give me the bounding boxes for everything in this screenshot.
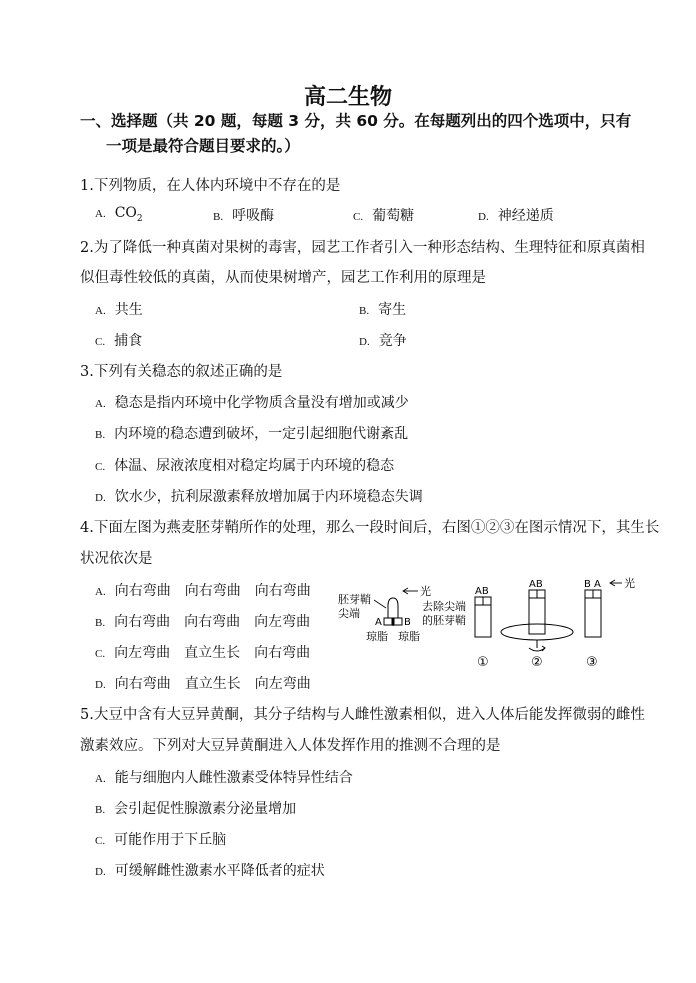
option-label: C. xyxy=(95,835,106,847)
q5-option-a xyxy=(95,767,353,787)
tube-2-coleoptile xyxy=(529,598,545,634)
q3-option-c xyxy=(95,455,394,475)
option-text: 可缓解雌性激素水平降低者的症状 xyxy=(114,863,325,879)
option-text: 寄生 xyxy=(378,302,407,318)
option-label: C. xyxy=(353,211,364,223)
tube-3-label: B A xyxy=(584,579,601,590)
option-label: B. xyxy=(359,305,370,317)
q1-option-d xyxy=(478,205,554,225)
tube-1-label: AB xyxy=(475,586,489,597)
option-text: 捕食 xyxy=(114,333,143,349)
question-1-stem: 1.下列物质，在人体内环境中不存在的是 xyxy=(80,178,341,194)
q1-option-b xyxy=(213,205,274,225)
option-label: B. xyxy=(95,429,106,441)
question-4-stem-line-1: 4.下面左图为燕麦胚芽鞘所作的处理，那么一段时间后，右图①②③在图示情况下，其生长 xyxy=(80,520,660,536)
option-label: A. xyxy=(95,398,106,410)
label-block-b: B xyxy=(404,617,411,628)
label-block-a: A xyxy=(375,617,382,628)
option-text: 向右弯曲 直立生长 向左弯曲 xyxy=(114,676,311,692)
q1-option-a xyxy=(95,205,143,224)
tube-3-coleoptile xyxy=(585,598,601,637)
option-label: C. xyxy=(95,648,106,660)
label-tip: 尖端 xyxy=(338,607,360,620)
option-label: C. xyxy=(95,461,106,473)
coleoptile-tip-shape xyxy=(388,598,398,618)
tube-1-coleoptile xyxy=(475,605,491,637)
option-text: 稳态是指内环境中化学物质含量没有增加或减少 xyxy=(114,395,409,411)
coleoptile-experiment-figure xyxy=(330,570,650,675)
question-5-stem-line-2: 激素效应。下列对大豆异黄酮进入人体发挥作用的推测不合理的是 xyxy=(80,738,501,754)
page-title: 高二生物 xyxy=(303,85,392,110)
option-text: 向左弯曲 直立生长 向右弯曲 xyxy=(114,645,311,661)
label-removed-tip-2: 的胚芽鞘 xyxy=(422,614,466,627)
q5-option-c xyxy=(95,829,226,849)
tube-2-number: ② xyxy=(531,655,543,670)
option-label: D. xyxy=(95,866,106,878)
agar-block-b xyxy=(394,618,402,625)
q4-option-d xyxy=(95,673,311,693)
option-text: 竞争 xyxy=(378,333,407,349)
q5-option-d xyxy=(95,860,325,880)
question-2-stem-line-2: 似但毒性较低的真菌，从而使果树增产，园艺工作利用的原理是 xyxy=(80,270,486,286)
option-label: B. xyxy=(95,617,106,629)
q3-option-a xyxy=(95,392,409,412)
question-3-stem: 3.下列有关稳态的叙述正确的是 xyxy=(80,364,283,380)
q4-option-b xyxy=(95,611,310,631)
option-text: 神经递质 xyxy=(497,208,554,224)
q4-option-a xyxy=(95,580,311,600)
tube-3-number: ③ xyxy=(586,655,598,670)
option-text: 可能作用于下丘脑 xyxy=(114,832,227,848)
tube-2-label: AB xyxy=(529,579,543,590)
leader-line xyxy=(374,600,386,608)
option-text: 会引起促性腺激素分泌量增加 xyxy=(114,801,297,817)
label-coleoptile: 胚芽鞘 xyxy=(338,593,371,606)
option-label: A. xyxy=(95,305,106,317)
option-text: 呼吸酶 xyxy=(232,208,275,224)
section-heading-line-2: 一项是最符合题目要求的。） xyxy=(106,137,300,155)
option-text: 饮水少，抗利尿激素释放增加属于内环境稳态失调 xyxy=(114,489,423,505)
option-label: D. xyxy=(359,336,370,348)
option-label: D. xyxy=(95,679,106,691)
option-label: A. xyxy=(95,773,106,785)
option-text: CO xyxy=(114,205,137,221)
option-label: A. xyxy=(95,208,106,220)
question-5-stem-line-1: 5.大豆中含有大豆异黄酮，其分子结构与人雌性激素相似，进入人体后能发挥微弱的雌性 xyxy=(80,707,645,723)
agar-block-a xyxy=(384,618,392,625)
option-label: D. xyxy=(478,211,489,223)
label-removed-tip-1: 去除尖端 xyxy=(422,600,466,613)
q3-option-b xyxy=(95,423,408,443)
question-2-stem-line-1: 2.为了降低一种真菌对果树的毒害，园艺工作者引入一种形态结构、生理特征和原真菌相 xyxy=(80,240,645,256)
q2-option-d xyxy=(359,330,407,350)
section-heading-line-1: 一、选择题（共 20 题，每题 3 分，共 60 分。在每题列出的四个选项中，只有 xyxy=(80,112,632,130)
label-agar-right: 琼脂 xyxy=(398,630,420,643)
option-text: 共生 xyxy=(114,302,143,318)
option-label: B. xyxy=(95,804,106,816)
option-text: 向右弯曲 向右弯曲 向左弯曲 xyxy=(114,614,311,630)
label-light-right: 光 xyxy=(624,577,635,590)
option-subscript: 2 xyxy=(136,213,143,224)
q1-option-c xyxy=(353,205,414,225)
q4-option-c xyxy=(95,642,310,662)
option-text: 体温、尿液浓度相对稳定均属于内环境的稳态 xyxy=(114,458,395,474)
option-label: A. xyxy=(95,586,106,598)
question-4-stem-line-2: 状况依次是 xyxy=(80,551,153,567)
tube-1-number: ① xyxy=(477,655,489,670)
label-light-left: 光 xyxy=(420,585,431,598)
option-text: 内环境的稳态遭到破坏，一定引起细胞代谢紊乱 xyxy=(114,426,409,442)
option-label: D. xyxy=(95,492,106,504)
option-text: 能与细胞内人雌性激素受体特异性结合 xyxy=(114,770,353,786)
q3-option-d xyxy=(95,486,423,506)
option-label: C. xyxy=(95,336,106,348)
option-text: 向右弯曲 向右弯曲 向右弯曲 xyxy=(114,583,311,599)
option-label: B. xyxy=(213,211,224,223)
q2-option-c xyxy=(95,330,142,350)
q2-option-b xyxy=(359,299,406,319)
label-agar-left: 琼脂 xyxy=(366,630,388,643)
q5-option-b xyxy=(95,798,296,818)
q2-option-a xyxy=(95,299,143,319)
option-text: 葡萄糖 xyxy=(372,208,415,224)
